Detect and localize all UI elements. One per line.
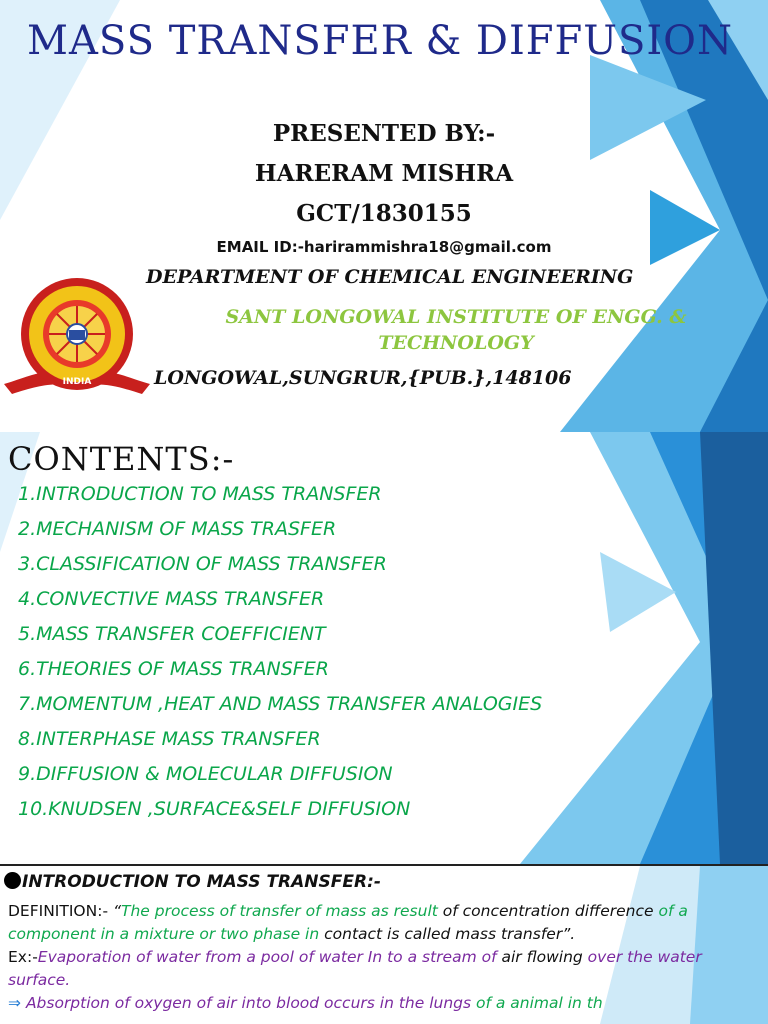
title-slide [0,0,768,432]
intro-heading-text: INTRODUCTION TO MASS TRANSFER:- [22,872,381,892]
example2-text: of a animal in th [476,994,603,1012]
presenter-name: HARERAM MISHRA [254,160,514,187]
institute-logo [2,276,152,400]
definition-label: DEFINITION:- [8,902,109,920]
list-item: 4.CONVECTIVE MASS TRANSFER [18,588,325,610]
example-text: the water surface. [8,948,702,989]
list-item: 10.KNUDSEN ,SURFACE&SELF DIFFUSION [18,798,411,820]
roll-number: GCT/1830155 [296,200,472,227]
definition-text: of a component in a mixture or two phase in [8,902,688,943]
list-item: 9.DIFFUSION & MOLECULAR DIFFUSION [18,763,393,785]
department-name: DEPARTMENT OF CHEMICAL ENGINEERING [146,266,634,288]
intro-body [8,900,738,1015]
list-item: 1.INTRODUCTION TO MASS TRANSFER [18,483,382,505]
slide-title: MASS TRANSFER & DIFFUSION [27,18,733,64]
list-item: 3.CLASSIFICATION OF MASS TRANSFER [18,553,387,575]
definition-text: of concentration difference [442,902,659,920]
quote-mark: “ [112,902,121,920]
contents-heading: CONTENTS:- [8,440,235,478]
example-text: over [587,948,623,966]
example-label: Ex:- [8,948,38,966]
example-text: Evaporation of water from a pool of water In to a stream of [37,948,502,966]
contents-slide [0,432,768,864]
introduction-slide [0,866,768,1024]
example-text: air flowing [501,948,588,966]
list-item: 6.THEORIES OF MASS TRANSFER [18,658,329,680]
address-line: LONGOWAL,SUNGRUR,{PUB.},148106 [154,367,572,389]
contents-list [18,482,542,832]
list-item: 8.INTERPHASE MASS TRANSFER [18,728,321,750]
arrow-icon: ⇒ [8,994,21,1012]
bullet-icon [4,872,21,889]
logo-india-text: INDIA [62,377,92,387]
list-item: 5.MASS TRANSFER COEFFICIENT [18,623,326,645]
definition-text: contact is called mass transfer”. [324,925,576,943]
intro-heading [4,872,381,892]
institute-name: SANT LONGOWAL INSTITUTE OF ENGG. & TECHNOLOGY [225,306,687,354]
list-item: 2.MECHANISM OF MASS TRASFER [18,518,337,540]
email-line: EMAIL ID:-harirammishra18@gmail.com [216,238,552,256]
presented-by-label: PRESENTED BY:- [272,120,496,147]
list-item: 7.MOMENTUM ,HEAT AND MASS TRANSFER ANALOGIES [18,693,543,715]
definition-text: The process of transfer of mass as result [121,902,443,920]
example2-text: Absorption of oxygen of air into blood occurs in the lungs [25,994,476,1012]
